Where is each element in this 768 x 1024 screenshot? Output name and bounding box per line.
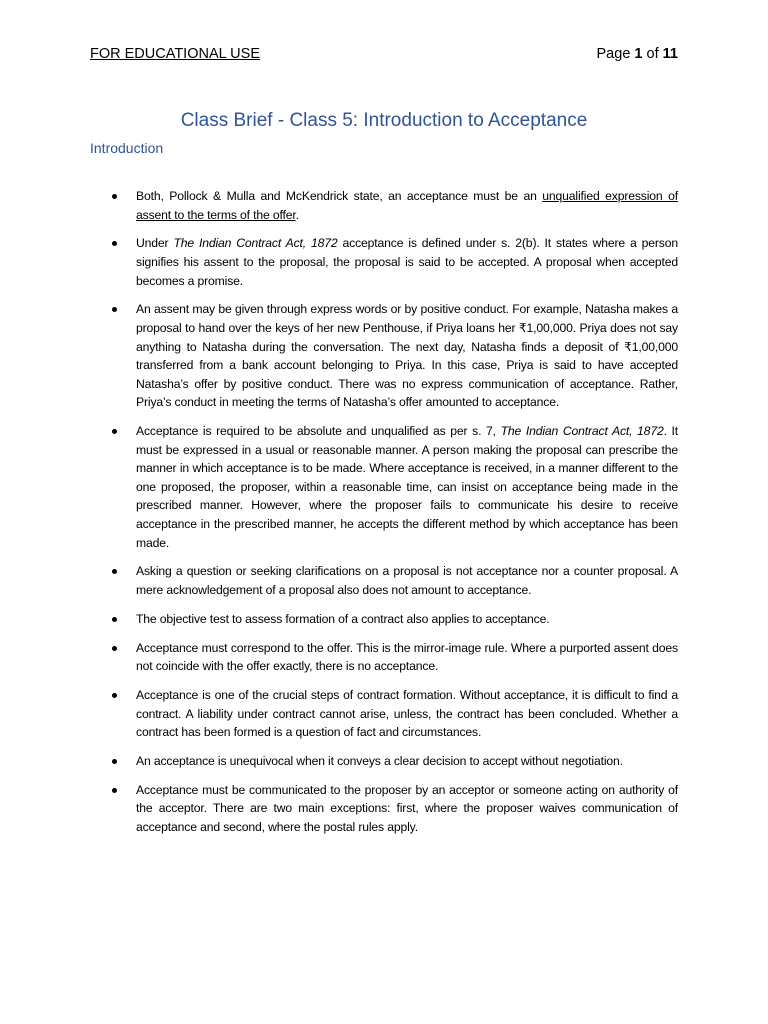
list-item <box>90 610 678 629</box>
page-title: Class Brief - Class 5: Introduction to Acceptance <box>180 110 588 131</box>
list-item <box>90 187 678 224</box>
list-item <box>90 562 678 599</box>
list-item <box>90 781 678 837</box>
page-indicator <box>597 46 678 62</box>
bullet-text: Acceptance is one of the crucial steps of contract formation. Without acceptance, it is difficult to find a contract. A liability under contract cannot arise, unless, the contract has been concluded. Whether a contract has been formed is a question of fact and circumstances. <box>136 687 678 740</box>
bullet-text: Asking a question or seeking clarifications on a proposal is not acceptance nor a counter proposal. A mere acknowledgement of a proposal also does not amount to acceptance. <box>136 564 678 598</box>
bullet-text: Acceptance must be communicated to the proposer by an acceptor or someone acting on authority of the acceptor. There are two main exceptions: first, where the proposer waives communication of acceptance and second, where the postal rules apply. <box>136 782 678 834</box>
bullet-text: An acceptance is unequivocal when it conveys a clear decision to accept without negotiation. <box>136 753 623 768</box>
list-item <box>90 234 678 290</box>
bullet-icon <box>112 788 117 793</box>
list-item <box>90 639 678 676</box>
bullet-icon <box>112 646 117 651</box>
bullet-icon <box>112 241 117 246</box>
section-heading: Introduction <box>90 140 164 156</box>
bullet-icon <box>112 693 117 698</box>
bullet-text: . <box>295 207 299 222</box>
bullet-icon <box>112 194 117 199</box>
list-item <box>90 422 678 552</box>
bullet-icon <box>112 429 117 434</box>
page-prefix: Page <box>596 46 631 62</box>
bullet-text: Acceptance must correspond to the offer. This is the mirror-image rule. Where a purported assent does not coincide with the offer exactly, there is no acceptance. <box>136 640 678 674</box>
list-item <box>90 686 678 742</box>
bullet-text: Both, Pollock & Mulla and McKendrick state, an acceptance must be an <box>136 189 543 203</box>
header-label: FOR EDUCATIONAL USE <box>90 46 260 62</box>
bullet-icon <box>112 617 117 622</box>
bullet-list <box>90 187 678 847</box>
bullet-italic-text: The Indian Contract Act, 1872 <box>173 236 338 251</box>
page-current: 1 <box>634 46 643 62</box>
bullet-icon <box>112 307 117 312</box>
bullet-text: The objective test to assess formation of a contract also applies to acceptance. <box>136 611 550 626</box>
bullet-text: An assent may be given through express words or by positive conduct. For example, Natasha makes a proposal to hand over the keys of her new Penthouse, if Priya loans her ₹1,00,000. Priya does not say anything to Natasha during the conversation. The next day, Natasha finds a deposit of ₹1,00,000 transferred from a bank account belonging to Priya. In this case, Priya is said to have accepted Natasha’s offer by positive conduct. There was no express communication of acceptance. Rather, Priya’s conduct in meeting the terms of Natasha’s offer amounted to acceptance. <box>136 302 678 410</box>
bullet-icon <box>112 569 117 574</box>
page-of: of <box>646 46 659 62</box>
bullet-text: . It must be expressed in a usual or reasonable manner. A person making the proposal can prescribe the manner in which acceptance is to be made. Where acceptance is received, in a manner different to the one proposed, the proposer, within a reasonable time, can insist on acceptance being made in the prescribed manner. However, where the proposer fails to communicate his desire to receive acceptance in the prescribed manner, he accepts the different method by which acceptance has been made. <box>136 424 678 550</box>
list-item <box>90 752 678 771</box>
bullet-icon <box>112 759 117 764</box>
bullet-italic-text: The Indian Contract Act, 1872 <box>500 424 664 439</box>
list-item <box>90 300 678 412</box>
bullet-text: Acceptance is required to be absolute and unqualified as per s. 7, <box>136 424 501 439</box>
bullet-text: acceptance is defined under s. 2(b). It states where a person signifies his assent to the proposal, the proposal is said to be accepted. A proposal when accepted becomes a promise. <box>136 236 678 288</box>
bullet-underlined-text: unqualified expression of assent to the terms of the offer <box>136 189 678 222</box>
bullet-text: Under <box>136 236 174 251</box>
page-total: 11 <box>662 46 678 62</box>
